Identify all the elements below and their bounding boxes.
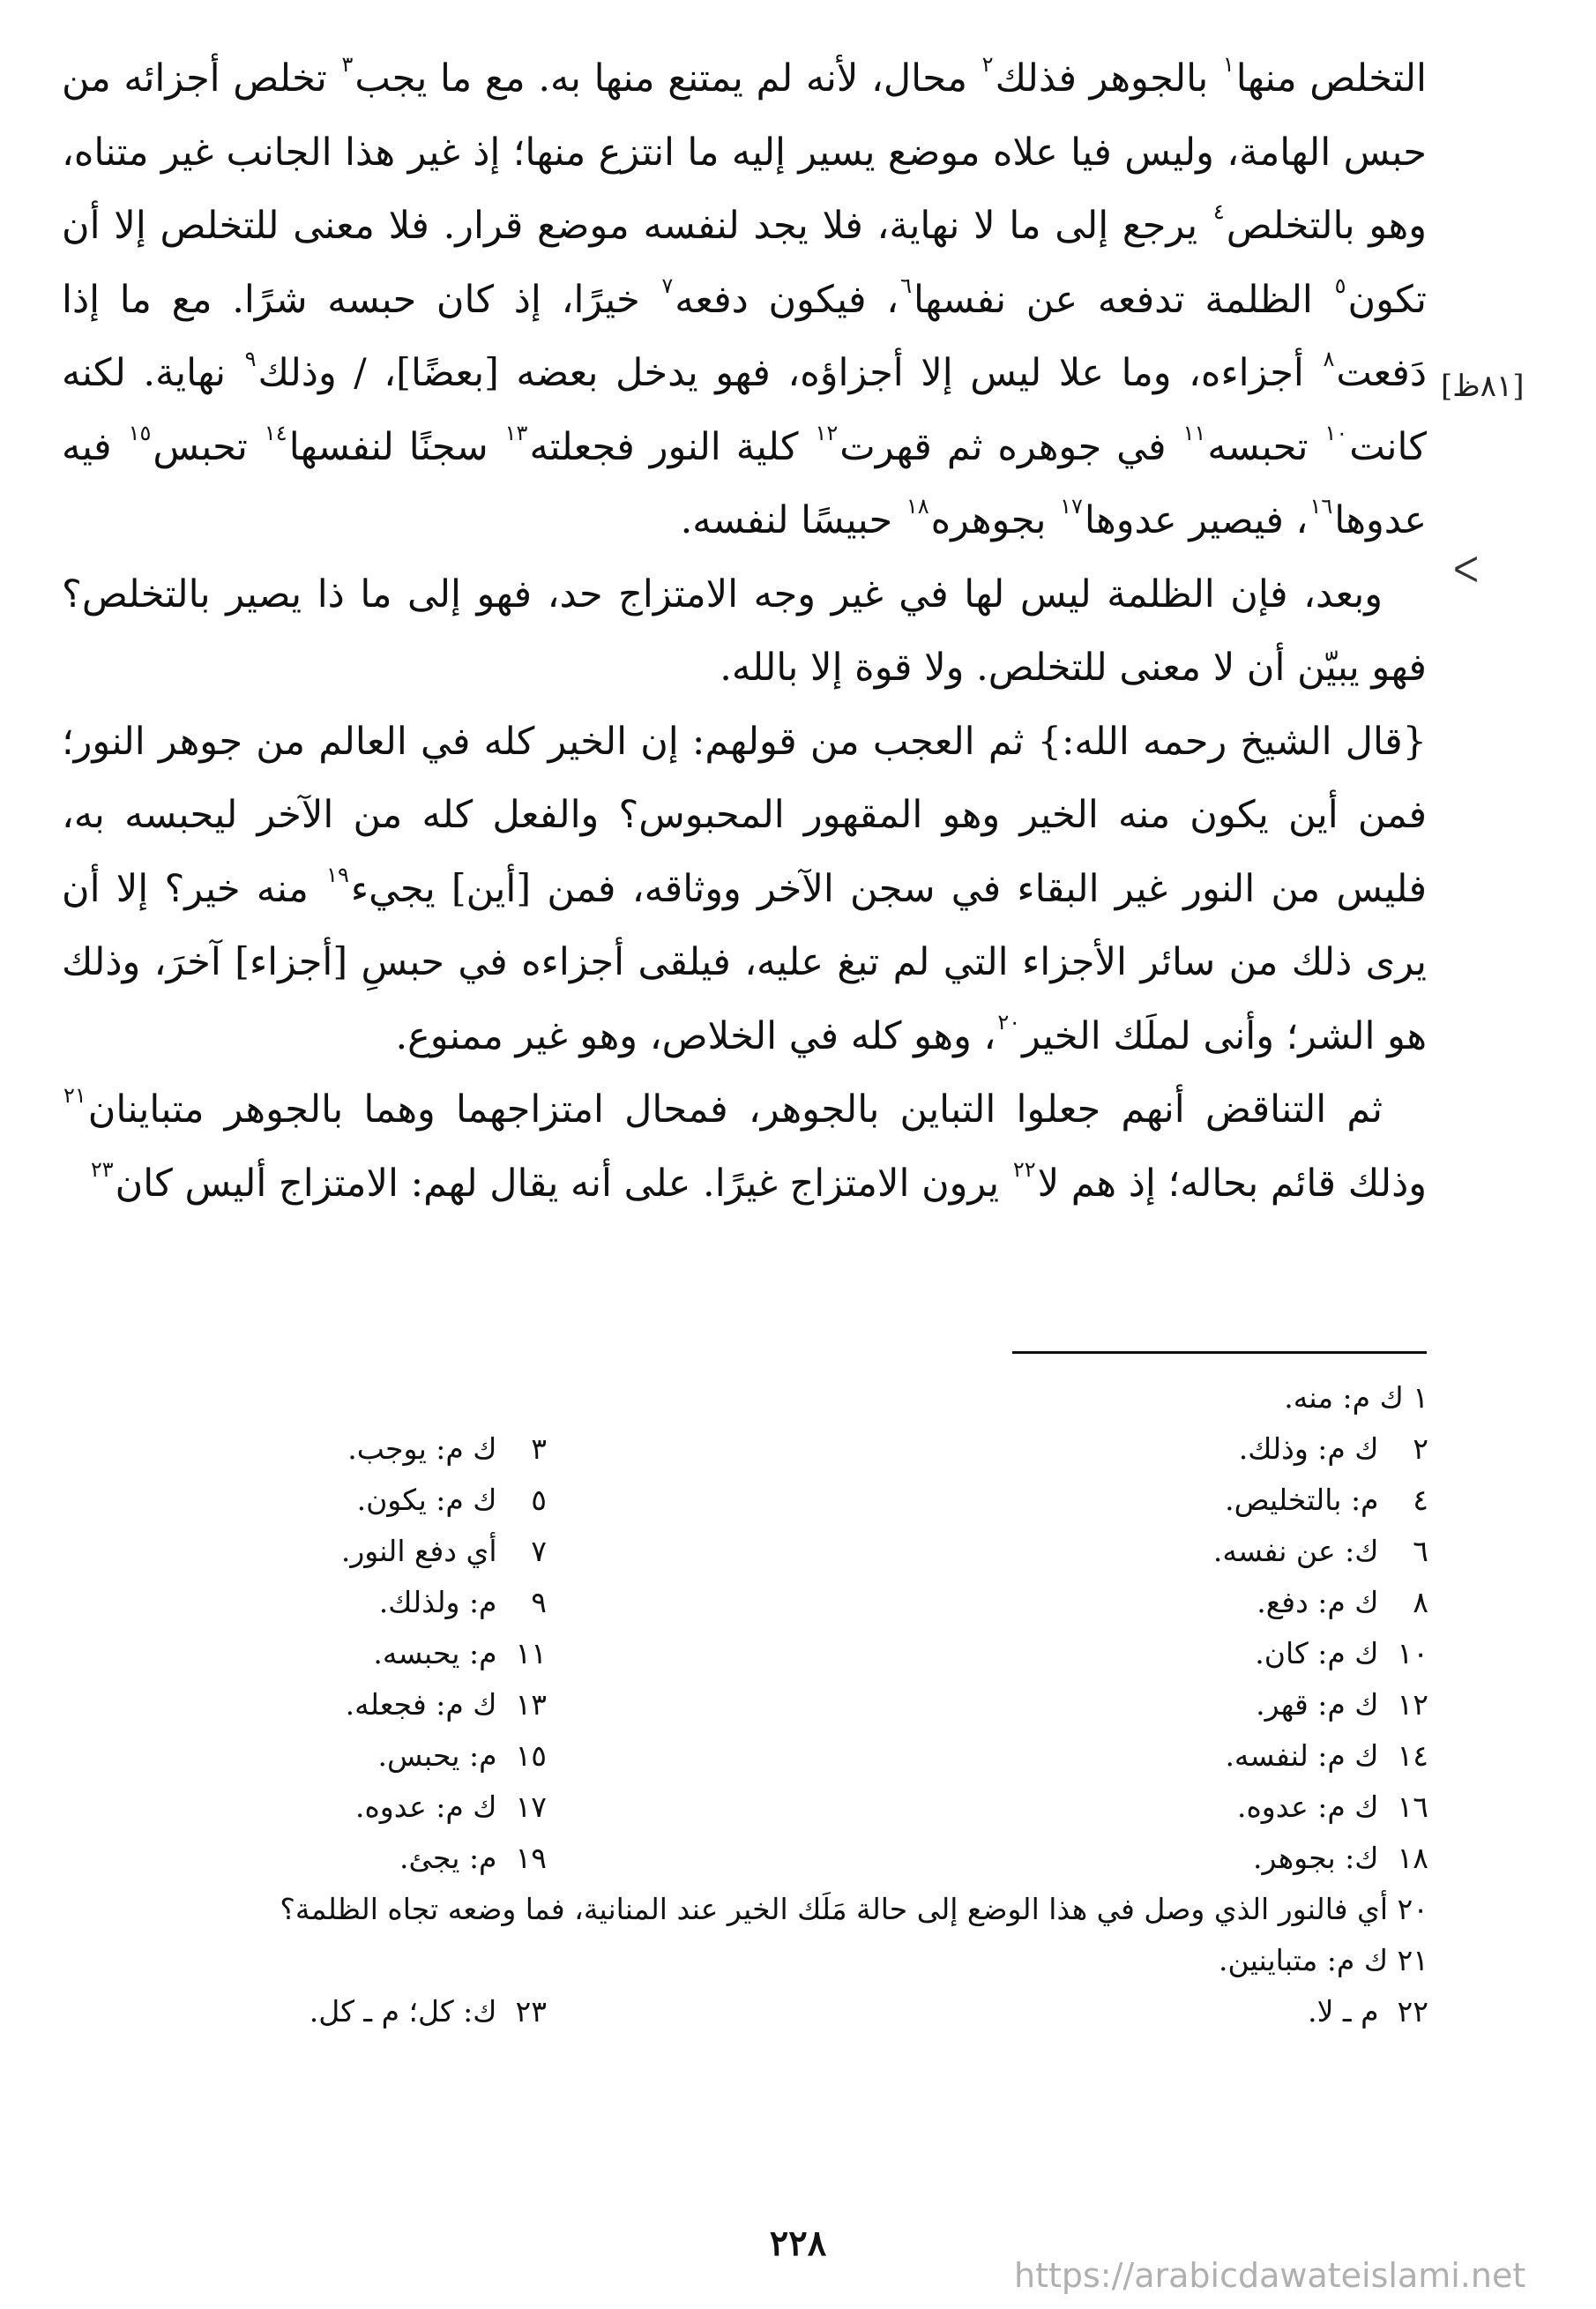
footnote-row [247,1679,1428,1730]
footnote-ref-10[interactable]: ١٠ [1324,420,1348,445]
text-run: بالجوهر فذلك [995,56,1209,101]
text-run: وذلك قائم بحاله؛ إذ هم لا [1037,1161,1427,1206]
text-run: تحبس [153,424,248,469]
text-run: منه خير؟ إلا أن يرى ذلك من سائر الأجزاء التي لم تبغ عليه، فيلقى أجزاءه في حبسِ [أجزاء] آخرَ، وذلك هو الشر؛ وأنى لملَك الخير [62,866,1427,1058]
footnote-item: ٤ م: بالتخليص. [1225,1483,1428,1517]
footnote-item: ١٣ ك م: فجعله. [345,1687,547,1722]
footnote-item: ٢٣ ك: كل؛ م ـ كل. [309,1994,547,2029]
footnote-item: ٢ ك م: وذلك. [1238,1431,1428,1466]
footnote-ref-11[interactable]: ١١ [1182,420,1206,445]
footnote-item: ١ ك م: منه. [1284,1380,1428,1415]
footnote-ref-15[interactable]: ١٥ [128,420,152,445]
main-text [62,42,1427,1221]
footnote-item: ٣ ك م: يوجب. [347,1431,547,1466]
footnote-ref-2[interactable]: ٢ [981,52,994,77]
footnote-item: ٥ ك م: يكون. [356,1483,547,1517]
footnote-item: ٦ ك: عن نفسه. [1212,1534,1428,1568]
paragraph-4 [62,1073,1427,1221]
footnote-ref-21[interactable]: ٢١ [63,1083,86,1108]
footnote-row [247,1628,1428,1679]
footnote-row [247,1730,1428,1782]
paragraph-1 [62,42,1427,558]
footnote-row [247,1833,1428,1884]
footnote-item: ١٦ ك م: عدوه. [1237,1790,1428,1824]
footnote-item: ٨ ك م: دفع. [1257,1585,1428,1619]
text-run: التخلص منها [1235,56,1428,101]
text-run: الظلمة تدفعه عن نفسها [914,277,1313,322]
footnote-row [247,1526,1428,1577]
text-run: سجنًا لنفسها [288,424,488,469]
footnote-ref-8[interactable]: ٨ [1323,347,1335,371]
footnote-item: ١١ م: يحبسه. [373,1636,547,1670]
footnote-item: ١٧ ك م: عدوه. [355,1790,547,1824]
footnote-item: ١٠ ك م: كان. [1255,1636,1428,1670]
footnote-ref-13[interactable]: ١٣ [504,420,528,445]
text-run: ، وهو كله في الخلاص، وهو غير ممنوع. [395,1013,996,1058]
footnote-row [247,1577,1428,1628]
footnote-ref-5[interactable]: ٥ [1334,273,1346,298]
footnote-item: ١٥ م: يحبس. [377,1738,547,1773]
footnote-row [247,1475,1428,1526]
text-run: ثم التناقض أنهم جعلوا التباين بالجوهر، فمحال امتزاجهما وهما بالجوهر متباينان [87,1087,1383,1132]
footnote-ref-3[interactable]: ٣ [341,52,354,77]
footnote-item: ٢٠ أي فالنور الذي وصل في هذا الوضع إلى حالة مَلَك الخير عند المنانية، فما وضعه تجاه الظلمة؟ [280,1892,1428,1926]
footnote-item: ٧ أي دفع النور. [340,1534,547,1568]
footnote-ref-1[interactable]: ١ [1222,52,1234,77]
footnote-item: ٢٢ م ـ لا. [1308,1994,1428,2029]
text-run: فيه عدوها [62,424,1427,542]
footnote-item: ٢١ ك م: متباينين. [1218,1943,1428,1977]
footnote-ref-23[interactable]: ٢٣ [90,1156,114,1182]
footnote-ref-16[interactable]: ١٦ [1309,494,1333,519]
text-run: أجزاءه، وما علا ليس إلا أجزاؤه، فهو يدخل بعضه [بعضًا]، / وذلك [257,351,1304,395]
text-run: نهاية. لكنه كانت [62,351,1428,469]
text-run: ، فيكون دفعه [675,277,899,322]
footnote-item: ١٩ م: يجئ. [399,1841,547,1875]
footnote-separator [1012,1351,1427,1354]
text-run: في جوهره ثم قهرت [839,424,1167,469]
text-run: يرجع إلى ما لا نهاية، فلا يجد لنفسه موضع قرار. فلا معنى للتخلص إلا أن تكون [62,204,1427,322]
footnote-row [247,1424,1428,1475]
footnote-ref-7[interactable]: ٧ [661,273,674,298]
footnote-ref-12[interactable]: ١٢ [815,420,839,445]
paragraph-3 [62,706,1427,1074]
footnotes [247,1372,1428,2037]
folio-margin-reference: [٨١ظ] [1441,369,1525,404]
text-run: بجوهره [930,498,1047,542]
text-run: {قال الشيخ رحمه الله:} ثم العجب من قولهم: إن الخير كله في العالم من جوهر النور؛ فمن أين يكون منه الخير وهو المقهور المحبوس؟ والفعل كله من الآخر ليحبسه به، فليس من النور غير البقاء في سجن الآخر ووثاقه، فمن [أين] يجيء [62,719,1428,911]
footnote-ref-18[interactable]: ١٨ [906,494,929,519]
text-run: تخلص أجزائه من حبس الهامة، وليس فيا علاه موضع يسير إليه ما انتزع منها؛ إذ غير هذا الجانب غير متناه، وهو بالتخلص [62,56,1427,248]
footnote-ref-17[interactable]: ١٧ [1060,494,1083,519]
footnote-item: ٩ م: ولذلك. [378,1585,547,1619]
text-run: كلية النور فجعلته [529,424,799,469]
footnote-ref-4[interactable]: ٤ [1212,199,1225,224]
paragraph-2: وبعد، فإن الظلمة ليس لها في غير وجه الامتزاج حد، فهو إلى ما ذا يصير بالتخلص؟ فهو يبيّن أن لا معنى للتخلص. ولا قوة إلا بالله. [62,572,1427,690]
text-run: محال، لأنه لم يمتنع منها به. مع ما يجب [354,56,968,101]
footnote-ref-22[interactable]: ٢٢ [1012,1156,1036,1182]
footnote-item: ١٨ ك: بجوهر. [1253,1841,1428,1875]
text-run: خيرًا، إذ كان حبسه شرًا. مع ما إذا دَفعت [62,277,1428,395]
text-run: حبيسًا لنفسه. [680,498,893,542]
text-run: تحبسه [1207,424,1309,469]
text-run: ، فيصير عدوها [1084,498,1309,542]
footnote-ref-19[interactable]: ١٩ [326,862,349,887]
page-number: ٢٢٨ [769,2223,827,2264]
text-run: يرون الامتزاج غيرًا. على أنه يقال لهم: الامتزاج أليس كان [115,1161,1000,1206]
footnote-row [247,1782,1428,1833]
footnote-ref-20[interactable]: ٢٠ [997,1009,1021,1035]
footnote-item: ١٤ ك م: لنفسه. [1225,1738,1428,1773]
watermark-url: https://arabicdawateislami.net [1014,2256,1526,2295]
footnote-ref-9[interactable]: ٩ [244,347,257,371]
footnote-item: ١٢ ك م: قهر. [1256,1687,1428,1722]
margin-caret-icon: ᐸ [1453,550,1480,591]
footnote-ref-6[interactable]: ٦ [900,273,913,298]
footnote-ref-14[interactable]: ١٤ [264,420,287,445]
footnote-row [247,1986,1428,2037]
